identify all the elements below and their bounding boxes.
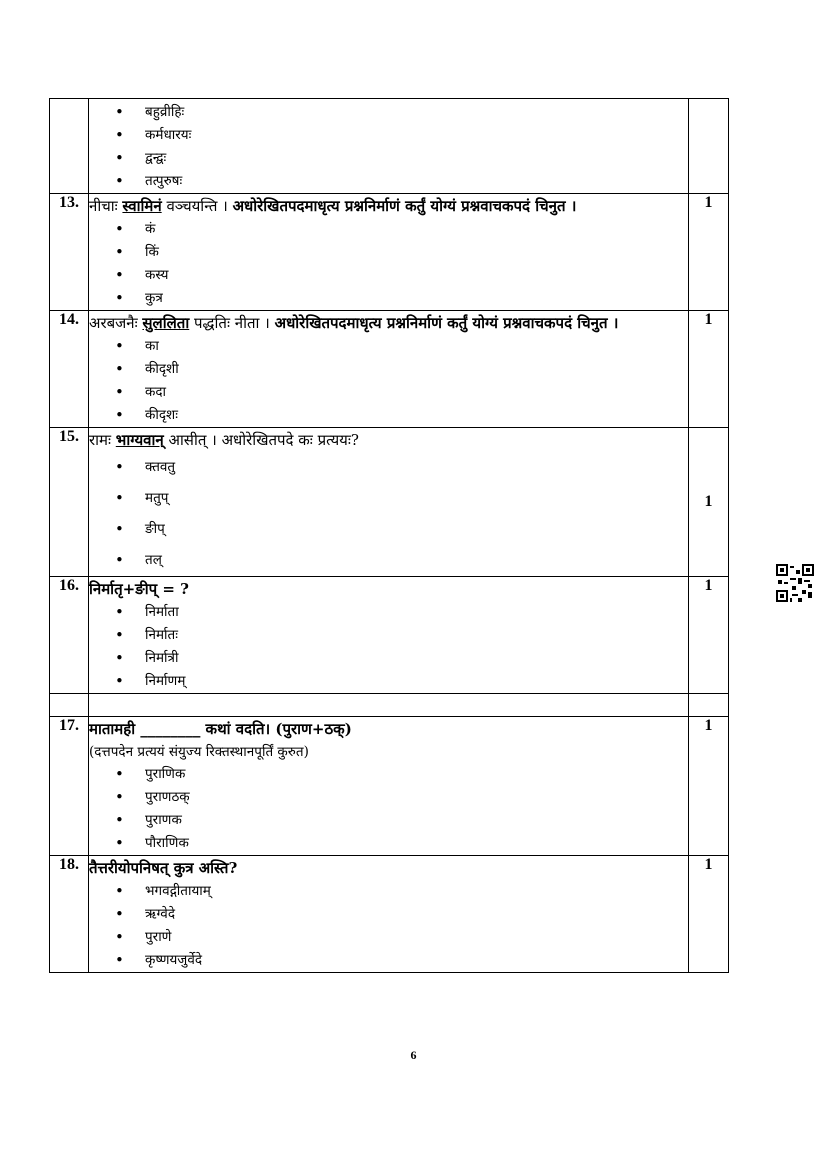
option-list: [89, 335, 688, 427]
marks-value: 1: [689, 717, 729, 856]
question-body: [89, 428, 689, 577]
marks-value: 1: [689, 856, 729, 973]
question-row-12-cont: [50, 99, 729, 194]
option: • का: [113, 335, 688, 358]
option-list: [89, 101, 688, 193]
question-text: रामः भाग्यवान् आसीत् । अधोरेखितपदे कः प्रत्ययः?: [89, 431, 359, 449]
question-number: 13.: [50, 194, 89, 311]
underlined-word: भाग्यवान्: [115, 431, 164, 449]
question-table: [49, 98, 729, 973]
option-list: [89, 763, 688, 855]
question-number: 14.: [50, 311, 89, 428]
spacer-row: [50, 694, 729, 717]
question-row-17: [50, 717, 729, 856]
option: • निर्माणम्: [113, 670, 688, 693]
spacer-cell: [50, 694, 89, 717]
option: • ऋग्वेदे: [113, 903, 688, 926]
underlined-word: सुललिता: [142, 314, 190, 332]
spacer-cell: [689, 694, 729, 717]
option: • निर्मातः: [113, 624, 688, 647]
option-list: [89, 880, 688, 972]
page-number: 6: [410, 1048, 417, 1062]
question-row-15: [50, 428, 729, 577]
option: • पुराणिक: [113, 763, 688, 786]
option: • मतुप्: [113, 483, 688, 514]
option: • निर्मात्री: [113, 647, 688, 670]
qr-code-icon: [776, 564, 814, 602]
option: • निर्माता: [113, 601, 688, 624]
option: • भगवद्गीतायाम्: [113, 880, 688, 903]
question-number: 16.: [50, 577, 89, 694]
question-body: [89, 577, 689, 694]
question-instruction: अधोरेखितपदमाधृत्य प्रश्ननिर्माणं कर्तुं योग्यं प्रश्नवाचकपदं चिनुत ।: [232, 197, 577, 215]
option: • कुत्र: [113, 287, 688, 310]
question-body: [89, 856, 689, 973]
option: • पुराणक: [113, 809, 688, 832]
question-instruction: अधोरेखितपदमाधृत्य प्रश्ननिर्माणं कर्तुं योग्यं प्रश्नवाचकपदं चिनुत ।: [274, 314, 619, 332]
question-body: [89, 99, 689, 194]
option: • तत्पुरुषः: [113, 170, 688, 193]
option-list: [89, 601, 688, 693]
option: • पौराणिक: [113, 832, 688, 855]
option: • द्वन्द्वः: [113, 147, 688, 170]
question-row-13: [50, 194, 729, 311]
question-text: निर्मातृ+ङीप् = ?: [89, 580, 189, 598]
marks-cell: [689, 99, 729, 194]
question-instruction: (दत्तपदेन प्रत्ययं संयुज्य रिक्तस्थानपूर्तिं कुरुत): [89, 744, 309, 760]
option: • कृष्णयजुर्वेदे: [113, 949, 688, 972]
option: • कीदृशः: [113, 404, 688, 427]
option: • तल्: [113, 545, 688, 576]
question-row-14: [50, 311, 729, 428]
question-text: मातामही ________ कथां वदति। (पुराण+ठक्): [89, 720, 352, 738]
option: • ङीप्: [113, 514, 688, 545]
spacer-cell: [89, 694, 689, 717]
option: • कं: [113, 218, 688, 241]
option-list: [89, 452, 688, 576]
option: • पुराणठक्: [113, 786, 688, 809]
option: • कस्य: [113, 264, 688, 287]
question-text: नीचाः स्वामिनं वञ्चयन्ति । अधोरेखितपदमाधृत्य प्रश्ननिर्माणं कर्तुं योग्यं प्रश्नवाचकपदं चिनुत ।: [89, 197, 577, 215]
option: • किं: [113, 241, 688, 264]
question-body: [89, 194, 689, 311]
option: • कर्मधारयः: [113, 124, 688, 147]
question-text: अरबजनैः सुललिता पद्धतिः नीता । अधोरेखितपदमाधृत्य प्रश्ननिर्माणं कर्तुं योग्यं प्रश्नवाचकपदं चिनुत ।: [89, 314, 619, 332]
marks-value: 1: [689, 311, 729, 428]
option: • पुराणे: [113, 926, 688, 949]
marks-value: 1: [689, 577, 729, 694]
option-list: [89, 218, 688, 310]
question-row-18: [50, 856, 729, 973]
question-body: [89, 717, 689, 856]
question-body: [89, 311, 689, 428]
question-number: [50, 99, 89, 194]
option: • कीदृशी: [113, 358, 688, 381]
option: • बहुव्रीहिः: [113, 101, 688, 124]
question-number: 15.: [50, 428, 89, 577]
question-row-16: [50, 577, 729, 694]
question-number: 18.: [50, 856, 89, 973]
question-text: तैत्तरीयोपनिषत् कुत्र अस्ति?: [89, 859, 238, 877]
underlined-word: स्वामिनं: [122, 197, 162, 215]
question-number: 17.: [50, 717, 89, 856]
marks-value: 1: [689, 194, 729, 311]
option: • कदा: [113, 381, 688, 404]
option: • क्तवतु: [113, 452, 688, 483]
marks-value: 1: [689, 428, 729, 577]
